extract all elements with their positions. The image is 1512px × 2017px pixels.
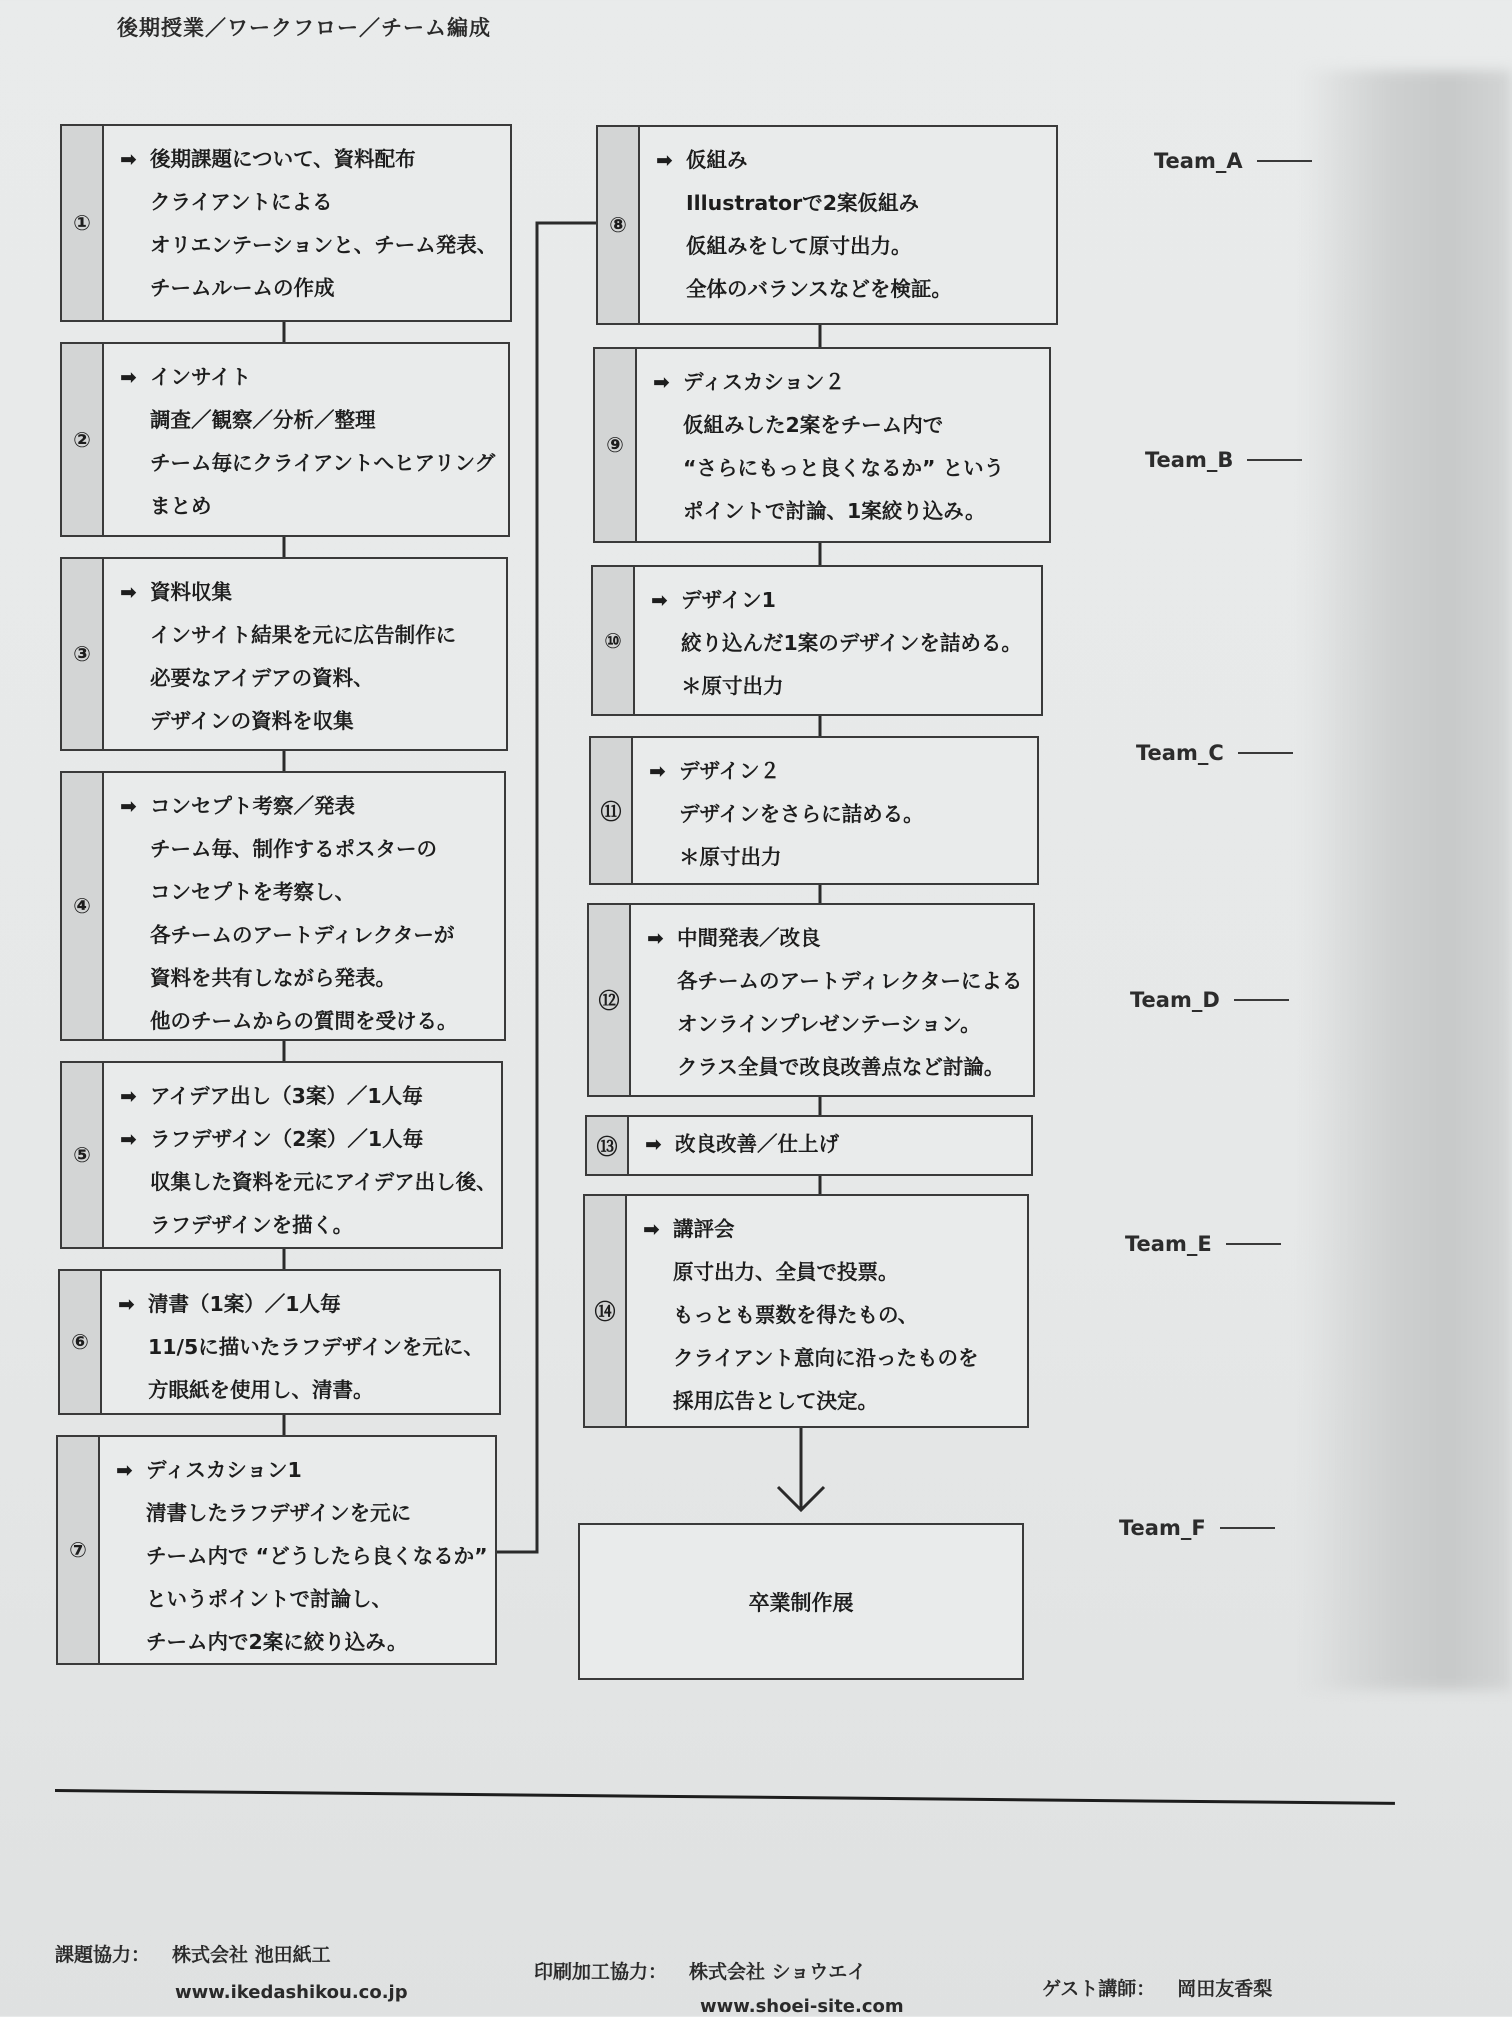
step-line [120, 1161, 497, 1204]
workflow-step [585, 1115, 1033, 1176]
step-text: 清書したラフデザインを元に [146, 1501, 412, 1525]
step-heading [116, 1449, 488, 1492]
final-label: 卒業制作展 [748, 1590, 854, 1615]
workflow-step [60, 1061, 503, 1249]
step-text: まとめ [150, 494, 212, 518]
credit-value: 岡田友香梨 [1177, 1978, 1273, 2000]
step-text: 清書（1案）／1人毎 [148, 1292, 341, 1316]
step-text: 各チームのアートディレクターによる [677, 969, 1023, 993]
step-number: ⑤ [62, 1063, 104, 1247]
connector-7-8 [497, 223, 596, 1552]
step-line [120, 399, 495, 442]
step-number: ⑥ [60, 1271, 102, 1413]
team-label: Team_F [1119, 1516, 1206, 1540]
step-number: ④ [62, 773, 104, 1039]
workflow-step [58, 1269, 501, 1415]
step-text: 採用広告として決定。 [673, 1389, 878, 1413]
step-text: 仮組みをして原寸出力。 [686, 234, 912, 258]
step-text: ラフデザインを描く。 [150, 1213, 354, 1237]
step-heading [120, 1075, 497, 1118]
step-text: 全体のバランスなどを検証。 [686, 277, 952, 301]
step-body [102, 1271, 494, 1413]
step-text: インサイト [150, 365, 252, 389]
team-dash [1234, 999, 1289, 1001]
arrow-right-icon: ➡ [647, 926, 664, 950]
step-text: アイデア出し（3案）／1人毎 [150, 1084, 423, 1108]
workflow-step [593, 347, 1051, 543]
step-body [104, 126, 507, 320]
step-heading [653, 361, 1004, 404]
step-text: オリエンテーションと、チーム発表、 [150, 233, 498, 257]
credit-value: 株式会社 池田紙工 [172, 1944, 331, 1966]
step-line [116, 1621, 488, 1664]
step-text: 原寸出力、全員で投票。 [673, 1260, 899, 1284]
step-body [104, 773, 468, 1039]
step-line [120, 442, 495, 485]
step-number: ⑩ [593, 567, 635, 714]
step-body [100, 1437, 498, 1663]
team-dash [1238, 752, 1293, 754]
step-text: チーム内で “どうしたら良くなるか” [146, 1544, 488, 1568]
step-line [649, 793, 924, 836]
step-line [647, 960, 1022, 1003]
step-line [116, 1492, 488, 1535]
step-body [104, 559, 466, 749]
step-text: 資料を共有しながら発表。 [150, 966, 396, 990]
step-text: コンセプト考察／発表 [150, 794, 355, 818]
arrow-right-icon: ➡ [120, 365, 137, 389]
step-line [120, 1000, 458, 1043]
step-body [104, 344, 505, 535]
workflow-step [596, 125, 1058, 325]
step-line [120, 657, 456, 700]
arrow-right-icon: ➡ [120, 1127, 137, 1151]
step-text: “さらにもっと良くなるか” という [683, 456, 1005, 480]
step-text: チーム内で2案に絞り込み。 [146, 1630, 408, 1654]
arrow-right-icon: ➡ [649, 759, 666, 783]
step-line [120, 871, 458, 914]
step-heading [120, 571, 456, 614]
arrow-right-icon: ➡ [645, 1132, 662, 1156]
step-text: もっとも票数を得たもの、 [673, 1303, 919, 1327]
team-label: Team_D [1130, 988, 1220, 1012]
step-heading [120, 138, 497, 181]
workflow-step [60, 557, 508, 751]
team-a [1154, 149, 1312, 173]
step-text: デザインの資料を収集 [150, 709, 354, 733]
team-e [1125, 1232, 1281, 1256]
step-heading [651, 579, 1022, 622]
step-number: ⑨ [595, 349, 637, 541]
credit-printing [534, 1957, 866, 1984]
step-body [637, 349, 1014, 541]
credit-label: 印刷加工協力： [534, 1961, 668, 1983]
step-heading [656, 139, 952, 182]
workflow-step [583, 1194, 1029, 1428]
step-line [653, 447, 1004, 490]
step-heading [649, 750, 924, 793]
workflow-step [56, 1435, 497, 1665]
step-text: デザイン1 [681, 588, 776, 612]
step-line [116, 1535, 488, 1578]
arrow-right-icon: ➡ [120, 794, 137, 818]
team-label: Team_A [1154, 149, 1243, 173]
step-line [653, 404, 1004, 447]
step-text: 調査／観察／分析／整理 [150, 408, 376, 432]
team-d [1130, 988, 1289, 1012]
team-dash [1220, 1527, 1275, 1529]
step-line [653, 490, 1004, 533]
step-text: チーム毎にクライアントへヒアリング [150, 451, 496, 475]
step-line [647, 1046, 1022, 1089]
step-line [656, 225, 952, 268]
team-label: Team_C [1136, 741, 1224, 765]
arrow-right-icon: ➡ [120, 580, 137, 604]
step-line [120, 485, 495, 528]
step-text: デザイン２ [679, 759, 781, 783]
step-line [118, 1369, 484, 1412]
step-line [120, 224, 497, 267]
step-text: クライアント意向に沿ったものを [673, 1346, 979, 1370]
final-box [578, 1523, 1024, 1680]
step-text: 中間発表／改良 [677, 926, 821, 950]
step-text: コンセプトを考察し、 [150, 880, 355, 904]
step-text: オンラインプレゼンテーション。 [677, 1012, 981, 1036]
arrow-right-icon: ➡ [118, 1292, 135, 1316]
step-line [120, 181, 497, 224]
step-line [656, 268, 952, 311]
team-dash [1226, 1243, 1281, 1245]
arrow-right-icon: ➡ [656, 148, 673, 172]
step-text: 資料収集 [150, 580, 232, 604]
step-heading [647, 917, 1022, 960]
step-body [629, 1117, 849, 1174]
team-label: Team_B [1145, 448, 1234, 472]
step-text: 改良改善／仕上げ [675, 1132, 839, 1156]
step-text: というポイントで討論し、 [146, 1587, 392, 1611]
step-line [643, 1380, 978, 1423]
step-heading [120, 356, 495, 399]
step-heading [120, 785, 458, 828]
team-b [1145, 448, 1302, 472]
step-number: ① [62, 126, 104, 320]
step-body [640, 127, 962, 323]
step-text: ＊原寸出力 [679, 845, 782, 869]
step-line [643, 1337, 978, 1380]
step-line [643, 1294, 978, 1337]
step-text: 必要なアイデアの資料、 [150, 666, 374, 690]
step-text: 他のチームからの質問を受ける。 [150, 1009, 458, 1033]
step-line [649, 836, 924, 879]
step-line [118, 1326, 484, 1369]
arrow-right-icon: ➡ [643, 1217, 660, 1241]
step-text: 後期課題について、資料配布 [150, 147, 416, 171]
step-text: デザインをさらに詰める。 [679, 802, 924, 826]
step-text: ポイントで討論、1案絞り込み。 [683, 499, 986, 523]
step-body [633, 738, 934, 883]
step-line [643, 1251, 978, 1294]
credit-sponsor-url: www.ikedashikou.co.jp [175, 1982, 408, 2003]
credit-label: ゲスト講師： [1042, 1978, 1156, 2000]
step-number: ⑧ [598, 127, 640, 323]
step-heading [120, 1118, 497, 1161]
step-line [120, 614, 456, 657]
step-line [120, 1204, 497, 1247]
step-number: ⑪ [591, 738, 633, 883]
step-number: ③ [62, 559, 104, 749]
step-text: 方眼紙を使用し、清書。 [148, 1378, 374, 1402]
step-line [651, 665, 1022, 708]
step-text: 仮組み [686, 148, 748, 172]
step-number: ⑬ [587, 1117, 629, 1174]
blurred-region [1300, 70, 1512, 1690]
step-text: 絞り込んだ1案のデザインを詰める。 [681, 631, 1022, 655]
step-text: 講評会 [673, 1217, 735, 1241]
step-text: ＊原寸出力 [681, 674, 784, 698]
step-line [651, 622, 1022, 665]
step-text: ディスカション２ [683, 370, 845, 394]
arrow-right-icon: ➡ [653, 370, 670, 394]
step-text: チーム毎、制作するポスターの [150, 837, 437, 861]
arrow-right-icon: ➡ [116, 1458, 133, 1482]
step-line [120, 957, 458, 1000]
step-text: チームルームの作成 [150, 276, 335, 300]
step-line [647, 1003, 1022, 1046]
step-number: ⑦ [58, 1437, 100, 1663]
workflow-step [60, 771, 506, 1041]
step-line [656, 182, 952, 225]
step-number: ⑭ [585, 1196, 627, 1426]
team-f [1119, 1516, 1275, 1540]
step-number: ⑫ [589, 905, 631, 1095]
step-body [627, 1196, 988, 1426]
step-line [120, 700, 456, 743]
step-text: 収集した資料を元にアイデア出し後、 [150, 1170, 497, 1194]
credit-label: 課題協力： [55, 1944, 151, 1966]
arrow-right-icon: ➡ [120, 1084, 137, 1108]
step-body [631, 905, 1032, 1095]
workflow-step [591, 565, 1043, 716]
step-body [635, 567, 1032, 714]
step-text: ラフデザイン（2案）／1人毎 [150, 1127, 424, 1151]
team-c [1136, 741, 1293, 765]
page-title: 後期授業／ワークフロー／チーム編成 [117, 16, 491, 40]
workflow-step [60, 124, 512, 322]
step-text: 11/5に描いたラフデザインを元に、 [148, 1335, 484, 1359]
workflow-step [589, 736, 1039, 885]
workflow-step [587, 903, 1035, 1097]
credit-sponsor [55, 1940, 331, 1967]
step-number: ② [62, 344, 104, 535]
step-heading [118, 1283, 484, 1326]
step-text: 仮組みした2案をチーム内で [683, 413, 944, 437]
step-text: インサイト結果を元に広告制作に [150, 623, 457, 647]
step-text: ディスカション1 [146, 1458, 302, 1482]
step-body [104, 1063, 507, 1247]
step-text: クライアントによる [150, 190, 333, 214]
arrow-right-icon: ➡ [651, 588, 668, 612]
step-line [116, 1578, 488, 1621]
credit-value: 株式会社 ショウエイ [689, 1961, 867, 1983]
team-label: Team_E [1125, 1232, 1212, 1256]
step-line [120, 914, 458, 957]
step-text: クラス全員で改良改善点など討論。 [677, 1055, 1005, 1079]
step-heading [643, 1208, 978, 1251]
step-line [120, 828, 458, 871]
arrow-right-icon: ➡ [120, 147, 137, 171]
step-line [120, 267, 497, 310]
step-text: Illustratorで2案仮組み [686, 191, 919, 215]
workflow-step [60, 342, 510, 537]
step-heading [645, 1123, 839, 1166]
step-text: 各チームのアートディレクターが [150, 923, 455, 947]
credit-printing-url: www.shoei-site.com [700, 1996, 904, 2017]
team-dash [1247, 459, 1302, 461]
team-dash [1257, 160, 1312, 162]
credit-guest [1042, 1974, 1272, 2001]
